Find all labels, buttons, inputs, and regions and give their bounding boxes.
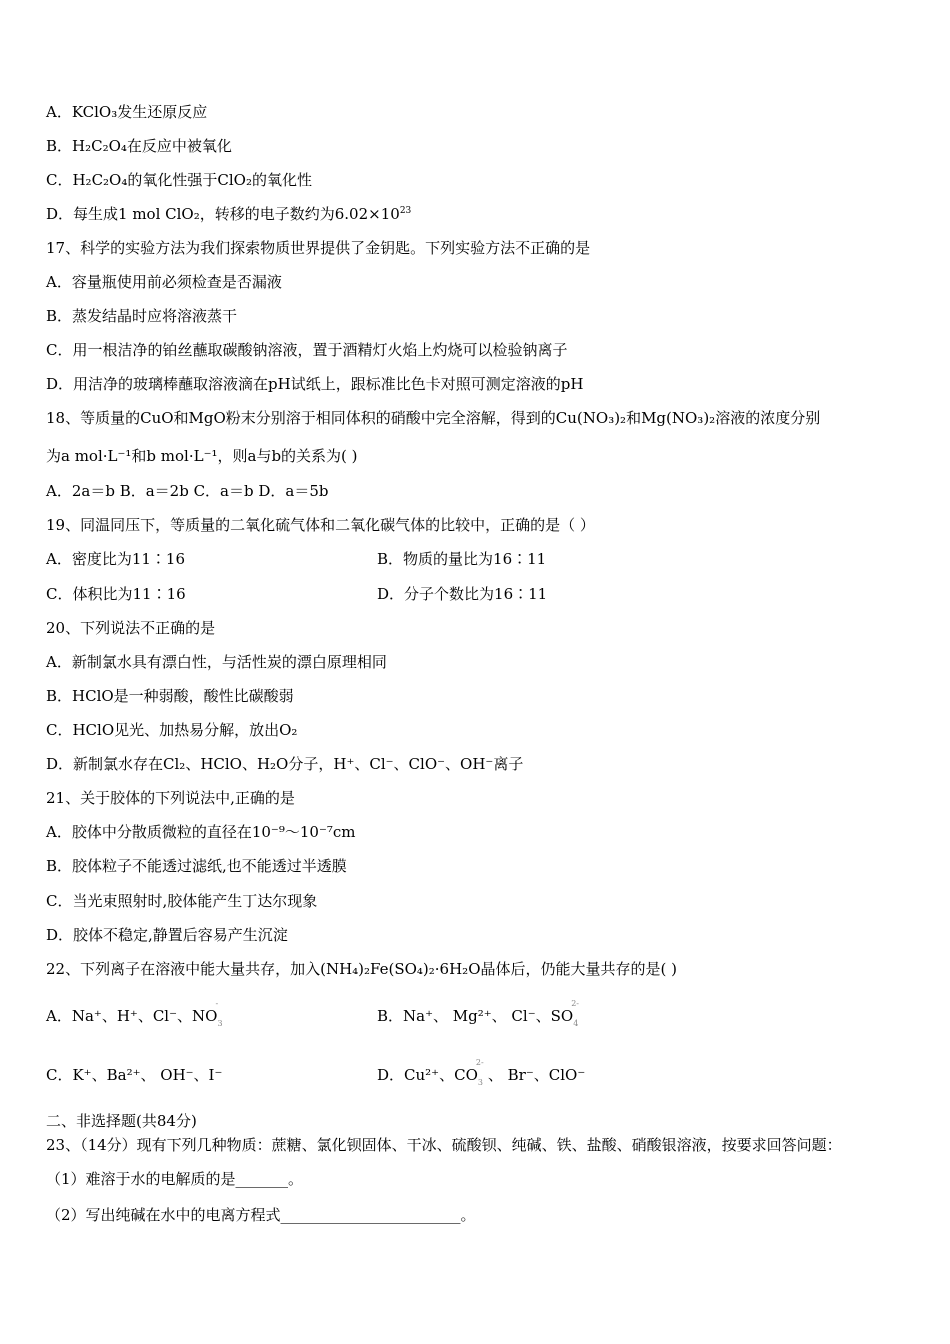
q22-b-charge: 2- — [571, 999, 579, 1008]
q20-option-a: A．新制氯水具有漂白性，与活性炭的漂白原理相同 — [46, 653, 387, 671]
q21-option-b: B．胶体粒子不能透过滤纸,也不能透过半透膜 — [46, 857, 347, 875]
q17-option-b: B．蒸发结晶时应将溶液蒸干 — [46, 307, 238, 325]
q19-option-d: D．分子个数比为16∶11 — [377, 585, 548, 603]
q20-option-b: B．HClO是一种弱酸，酸性比碳酸弱 — [46, 687, 294, 705]
q23-part2: （2）写出纯碱在水中的电离方程式________________________。 — [46, 1206, 476, 1224]
q21-stem: 21、关于胶体的下列说法中,正确的是 — [46, 789, 295, 807]
q22-a-charge: - — [215, 999, 219, 1008]
q19-option-a: A．密度比为11∶16 — [46, 550, 186, 568]
q16-d-exponent: 23 — [399, 206, 412, 216]
q19-stem: 19、同温同压下，等质量的二氧化硫气体和二氧化碳气体的比较中，正确的是（ ） — [46, 516, 595, 534]
q22-b-subscript: 4 — [573, 1019, 579, 1028]
q16-option-a: A．KClO₃发生还原反应 — [46, 103, 208, 121]
q21-option-a: A．胶体中分散质微粒的直径在10⁻⁹～10⁻⁷cm — [46, 823, 356, 841]
q22-stem: 22、下列离子在溶液中能大量共存，加入(NH₄)₂Fe(SO₄)₂·6H₂O晶体后，仍能大量共存的是( ) — [46, 960, 677, 978]
q22-d-charge: 2- — [475, 1058, 484, 1067]
q21-option-d: D．胶体不稳定,静置后容易产生沉淀 — [46, 926, 288, 944]
q17-option-a: A．容量瓶使用前必须检查是否漏液 — [46, 273, 282, 291]
q21-option-c: C．当光束照射时,胶体能产生丁达尔现象 — [46, 892, 318, 910]
q20-option-c: C．HClO见光、加热易分解，放出O₂ — [46, 721, 298, 739]
q16-d-text: D．每生成1 mol ClO₂，转移的电子数约为6.02×10 — [46, 205, 400, 223]
q22-a-subscript: 3 — [217, 1019, 223, 1028]
q18-stem-line2: 为a mol·L⁻¹和b mol·L⁻¹，则a与b的关系为( ) — [46, 447, 358, 465]
q19-option-c: C．体积比为11∶16 — [46, 585, 186, 603]
q22-d-subscript: 3 — [477, 1078, 483, 1087]
q22-a-text: A．Na⁺、H⁺、Cl⁻、NO — [46, 1007, 218, 1025]
q16-option-d — [46, 204, 411, 224]
q23-part1: （1）难溶于水的电解质的是_______。 — [46, 1170, 304, 1188]
q16-option-c: C．H₂C₂O₄的氧化性强于ClO₂的氧化性 — [46, 171, 312, 189]
q20-stem: 20、下列说法不正确的是 — [46, 619, 216, 637]
q17-option-d: D．用洁净的玻璃棒蘸取溶液滴在pH试纸上，跟标准比色卡对照可测定溶液的pH — [46, 375, 584, 393]
q22-option-b — [377, 999, 583, 1028]
q22-option-d — [377, 1058, 586, 1087]
q16-option-b: B．H₂C₂O₄在反应中被氧化 — [46, 137, 232, 155]
q23-stem: 23、（14分）现有下列几种物质：蔗糖、氯化钡固体、干冰、硫酸钡、纯碱、铁、盐酸、硝酸银溶液，按要求回答问题： — [46, 1136, 842, 1154]
q19-option-b: B．物质的量比为16∶11 — [377, 550, 547, 568]
q22-d-text1: D．Cu²⁺、CO — [377, 1066, 478, 1084]
section2-title: 二、非选择题(共84分) — [46, 1112, 197, 1130]
q22-option-a — [46, 999, 227, 1028]
q17-option-c: C．用一根洁净的铂丝蘸取碳酸钠溶液，置于酒精灯火焰上灼烧可以检验钠离子 — [46, 341, 568, 359]
q22-d-text2: 、 Br⁻、ClO⁻ — [487, 1066, 586, 1084]
q18-options: A．2a＝b B．a＝2b C．a＝b D．a＝5b — [46, 482, 329, 500]
q18-stem-line1: 18、等质量的CuO和MgO粉末分别溶于相同体积的硝酸中完全溶解，得到的Cu(NO₃)₂和Mg(NO₃)₂溶液的浓度分别 — [46, 409, 821, 427]
q17-stem: 17、科学的实验方法为我们探索物质世界提供了金钥匙。下列实验方法不正确的是 — [46, 239, 591, 257]
q22-option-c: C．K⁺、Ba²⁺、 OH⁻、I⁻ — [46, 1066, 223, 1084]
q20-option-d: D．新制氯水存在Cl₂、HClO、H₂O分子，H⁺、Cl⁻、ClO⁻、OH⁻离子 — [46, 755, 524, 773]
q22-b-text: B．Na⁺、 Mg²⁺、 Cl⁻、SO — [377, 1007, 574, 1025]
